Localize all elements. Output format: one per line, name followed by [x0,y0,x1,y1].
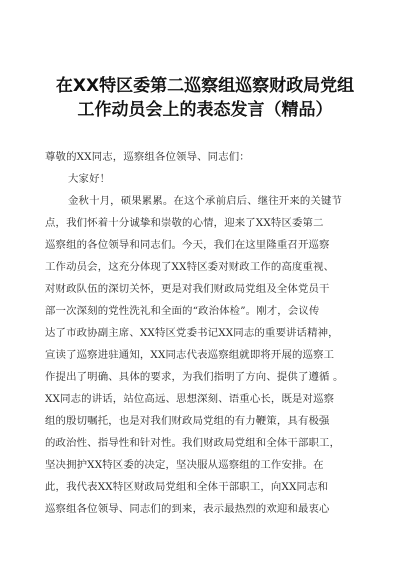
body-line: 巡察组的各位领导和同志们。今天，我们在这里隆重召开巡察 [45,239,330,251]
body-line: 作提出了明确、具体的要求，为我们指明了方向、提供了遵循 。 [45,371,344,383]
body-line: 宣读了巡察进驻通知，XX同志代表巡察组就即将开展的巡察工 [45,349,335,361]
body-line: 达了市政协副主席、XX特区党委书记XX同志的重要讲话精神， [45,327,339,339]
document-title-line-1: 在XX特区委第二巡察组巡察财政局党组 [55,76,355,96]
body-line: 对财政队伍的深切关怀，更是对我们财政局党组及全体党员干 [45,283,330,295]
salutation: 尊敬的XX同志，巡察组各位领导、同志们： [45,151,250,163]
body-line: 部一次深刻的党性洗礼和全面的“政治体检”。刚才，会议传 [45,305,320,317]
body-line: XX同志的讲话，站位高远、思想深刻、语重心长，既是对巡察 [45,393,335,405]
body-line: 的政治性、指导性和针对性。我们财政局党组和全体干部职工， [45,437,341,449]
body-line: 此，我代表XX特区财政局党组和全体干部职工，向XX同志和 [45,481,329,493]
greeting: 大家好！ [68,173,111,185]
body-line: 点，我们怀着十分诚挚和崇敬的心情，迎来了XX特区委第二 [45,217,324,229]
body-line: 工作动员会，这充分体现了XX特区委对财政工作的高度重视、 [45,261,335,273]
body-line: 组的殷切嘱托，也是对我们财政局党组的有力鞭策，具有极强 [45,415,330,427]
body-line: 金秋十月，硕果累累。在这个承前启后、继往开来的关键节 [68,195,343,207]
body-line: 坚决拥护XX特区委的决定，坚决服从巡察组的工作安排。在 [45,459,324,471]
body-line: 巡察组各位领导、同志们的到来，表示最热烈的欢迎和最衷心 [45,503,330,515]
document-title-line-2: 工作动员会上的表态发言（精品） [77,100,333,120]
